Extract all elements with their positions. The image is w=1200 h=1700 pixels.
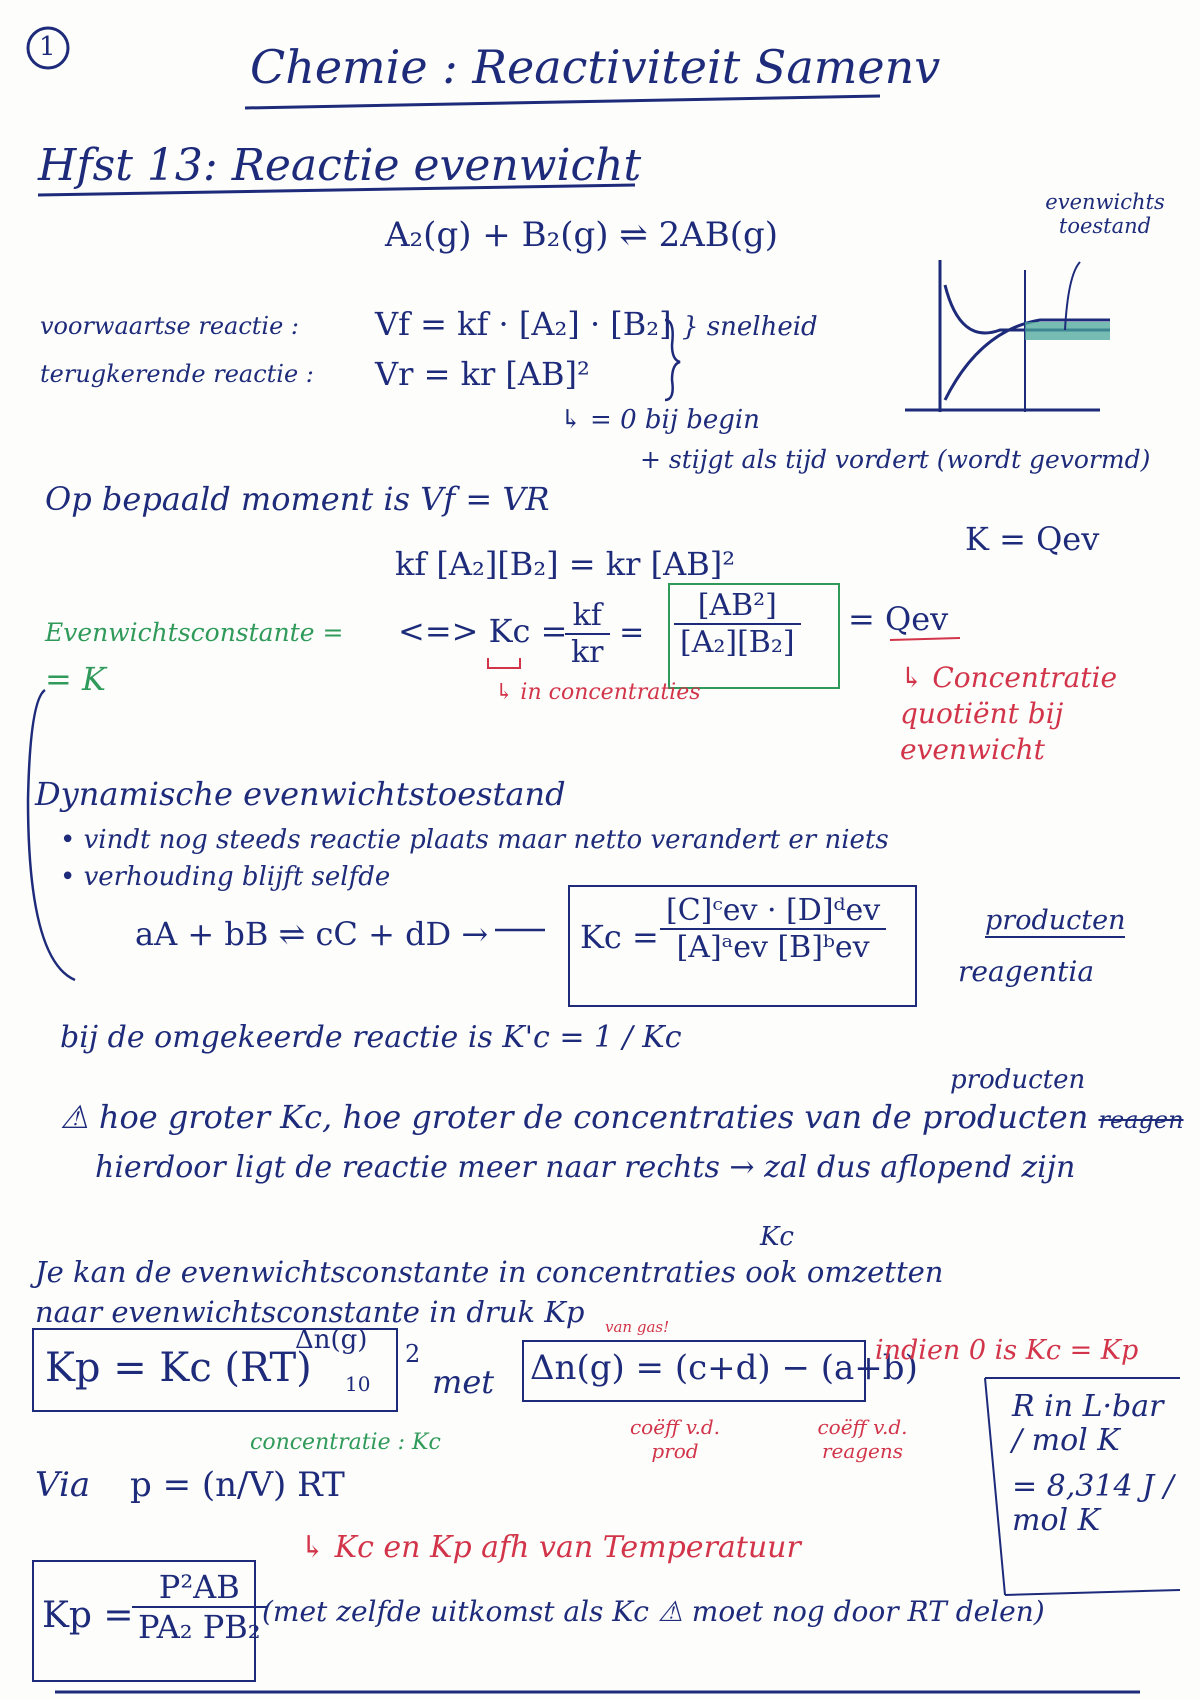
- coeff-prod: coëff v.d. prod: [629, 1415, 721, 1463]
- producten-small: producten: [950, 1065, 1086, 1095]
- r-units-2: = 8,314 J / mol K: [1012, 1469, 1174, 1538]
- general-kc-label: Kc =: [580, 918, 659, 956]
- reagentia-label: reagentia: [958, 955, 1095, 988]
- equals-qev: = Qev: [848, 600, 949, 638]
- van-gas-note: van gas!: [605, 1318, 670, 1336]
- coeff-reag: coëff v.d. reagens: [817, 1415, 908, 1463]
- kc-eq-num: [AB²]: [674, 588, 801, 625]
- general-kc-fraction: [660, 893, 886, 965]
- note-start: ↳ = 0 bij begin: [560, 405, 760, 435]
- chapter-heading: Hfst 13: Reactie evenwicht: [38, 140, 642, 191]
- larger-kc-2: hierdoor ligt de reactie meer naar rechts → zal dus aflopend zijn: [95, 1150, 1076, 1185]
- kp-pressure-label: Kp =: [42, 1595, 134, 1636]
- temperature-note: ↳ Kc en Kp afh van Temperatuur: [300, 1530, 801, 1565]
- convert-kc: Kc: [760, 1222, 794, 1252]
- kp-pressure-fraction: [132, 1568, 267, 1646]
- forward-formula: Vf = kf · [A₂] · [B₂]: [375, 305, 672, 343]
- reaction-equation: A₂(g) + B₂(g) ⇌ 2AB(g): [385, 215, 779, 255]
- larger-kc-1: ⚠ hoe groter Kc, hoe groter de concentraties van de producten reagen: [60, 1098, 1184, 1136]
- equilibrium-graph: [905, 260, 1110, 412]
- dynamic-title: Dynamische evenwichtstoestand: [35, 775, 566, 813]
- note-rise: + stijgt als tijd vordert (wordt gevormd): [640, 445, 1151, 474]
- convert-line-1: Je kan de evenwichtsconstante in concentraties ook omzetten: [35, 1255, 944, 1289]
- kp-pressure-note: (met zelfde uitkomst als Kc ⚠ moet nog door RT delen): [262, 1595, 1045, 1628]
- red-quotient: ↳ Concentratie quotiënt bij evenwicht: [900, 661, 1118, 766]
- backward-formula: Vr = kr [AB]²: [375, 355, 590, 393]
- bullet-2-text: verhouding blijft selfde: [83, 862, 391, 892]
- rate-equation: kf [A₂][B₂] = kr [AB]²: [395, 545, 736, 583]
- indien-note: indien 0 is Kc = Kp: [875, 1335, 1139, 1366]
- r-units-1: R in L·bar / mol K: [1012, 1389, 1164, 1458]
- page-title: Chemie : Reactiviteit Samenv: [250, 40, 941, 94]
- struck-word: reagen: [1098, 1106, 1184, 1134]
- red-in-concentraties: ↳ in concentraties: [495, 680, 701, 705]
- forward-label: voorwaartse reactie :: [40, 312, 300, 340]
- ideal-gas-law: p = (n/V) RT: [130, 1465, 345, 1505]
- green-label-2: = K: [45, 660, 106, 698]
- kp-formula: Kp = Kc (RT): [45, 1345, 312, 1391]
- kc-eq-den: [A₂][B₂]: [680, 625, 795, 660]
- producten-label: producten: [985, 905, 1126, 936]
- speed-label: } snelheid: [682, 312, 818, 342]
- equilibrium-moment: Op bepaald moment is Vf = VR: [45, 480, 550, 518]
- kc-fraction: [674, 588, 801, 660]
- green-label-1: Evenwichtsconstante =: [45, 618, 344, 647]
- k-equals-qev: K = Qev: [965, 520, 1100, 558]
- kp-pressure-num: P²AB: [132, 1568, 267, 1608]
- kp-ten: 10: [345, 1372, 371, 1396]
- general-kc-num: [C]ᶜev · [D]ᵈev: [660, 893, 886, 930]
- via-label: Via: [35, 1465, 91, 1505]
- larger-kc-1-text: hoe groter Kc, hoe groter de concentraties van de producten: [98, 1098, 1089, 1136]
- conc-kc: concentratie : Kc: [250, 1430, 441, 1455]
- kc-ratio-num: kf: [565, 598, 610, 635]
- met-label: met: [432, 1363, 495, 1401]
- kp-pressure-den: PA₂ PB₂: [138, 1608, 261, 1646]
- kp-exponent: Δn(g): [295, 1325, 368, 1355]
- kc-ratio: $\frac{kf}{kr}$ =: [565, 598, 644, 670]
- kc-ratio-den: kr: [571, 635, 604, 670]
- kp-square: 2: [405, 1340, 421, 1368]
- backward-label: terugkerende reactie :: [40, 360, 314, 388]
- bullet-1: • vindt nog steeds reactie plaats maar netto verandert er niets: [60, 825, 889, 855]
- bullet-1-text: vindt nog steeds reactie plaats maar netto verandert er niets: [83, 825, 889, 855]
- reverse-reaction: bij de omgekeerde reactie is K'c = 1 / Kc: [60, 1020, 682, 1055]
- convert-line-2: naar evenwichtsconstante in druk Kp: [35, 1295, 585, 1329]
- delta-n: Δn(g) = (c+d) − (a+b): [530, 1348, 918, 1388]
- bullet-2: • verhouding blijft selfde: [60, 862, 391, 892]
- graph-label: evenwichts toestand: [1045, 190, 1165, 238]
- general-reaction: aA + bB ⇌ cC + dD →: [135, 915, 489, 953]
- page-number: 1: [39, 32, 56, 62]
- title-underline: [245, 96, 880, 108]
- general-kc-den: [A]ᵃev [B]ᵇev: [676, 930, 870, 965]
- kc-prefix: <=> Kc =: [398, 612, 568, 650]
